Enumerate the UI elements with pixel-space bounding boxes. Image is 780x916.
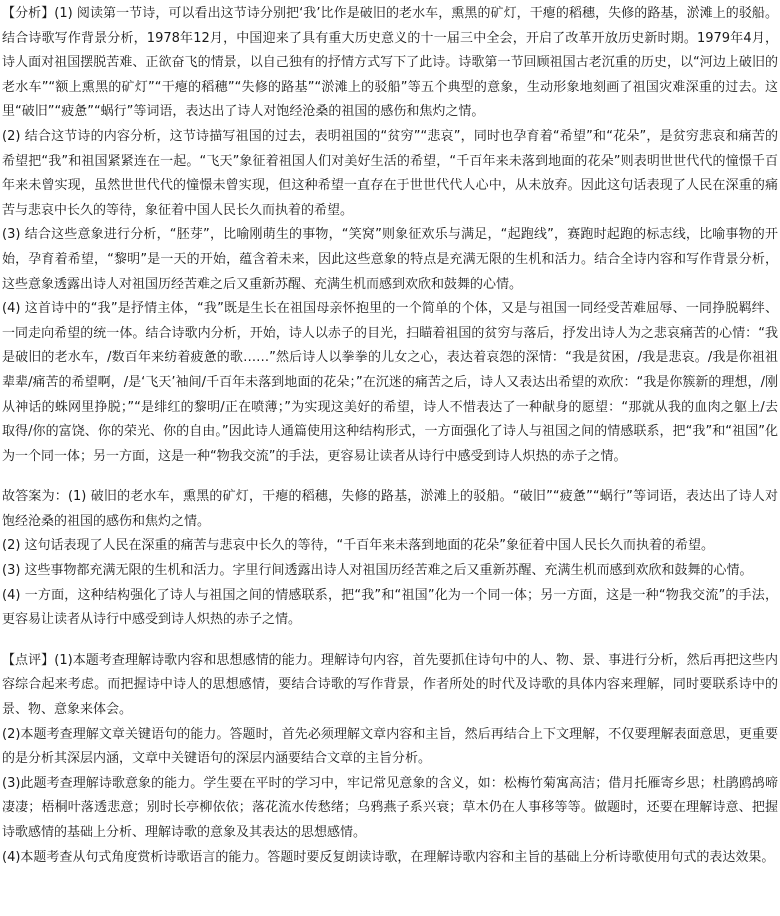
comment-paragraph-2: (2)本题考查理解文章关键语句的能力。答题时，首先必须理解文章内容和主旨，然后再结合上下文理解，不仅要理解表面意思，更重要的是分析其深层内涵，文章中关键语句的深层内涵要结合文章的主旨分析。: [2, 726, 778, 767]
analysis-paragraph-1: 【分析】(1) 阅读第一节诗，可以看出这节诗分别把‘我’比作是破旧的老水车，熏黑的矿灯，干瘪的稻穗，失修的路基，淤滩上的驳船。结合诗歌写作背景分析，1978年12月，中国迎来了具有重大历史意义的十一届三中全会，开启了改革开放历史新时期。1979年4月，诗人面对祖国摆脱苦难、正欲奋飞的情景，以自己独有的抒情方式写下了此诗。诗歌第一节回顾祖国古老沉重的历史，以“河边上破旧的老水车”“额上熏黑的矿灯”“干瘪的稻穗”“失修的路基”“淤滩上的驳船”等五个典型的意象，生动形象地刻画了祖国灾难深重的过去。这里“破旧”“疲惫”“蜗行”等词语，表达出了诗人对饱经沧桑的祖国的感伤和焦灼之情。: [2, 6, 778, 120]
comment-paragraph-3: (3)此题考查理解诗歌意象的能力。学生要在平时的学习中，牢记常见意象的含义，如：松梅竹菊寓高洁；借月托雁寄乡思；杜鹃鸥鸪啼凄凄；梧桐叶落透悲意；别时长亭柳依依；落花流水传愁绪；乌鸦燕子系兴衰；草木仍在人事移等等。做题时，还要在理解诗意、把握诗歌感情的基础上分析、理解诗歌的意象及其表达的思想感情。: [2, 775, 778, 840]
answer-paragraph-1: 故答案为：(1) 破旧的老水车，熏黑的矿灯，干瘪的稻穗，失修的路基，淤滩上的驳船。“破旧”“疲惫”“蜗行”等词语，表达出了诗人对饱经沧桑的祖国的感伤和焦灼之情。: [2, 489, 778, 529]
analysis-paragraph-2: (2) 结合这节诗的内容分析，这节诗描写祖国的过去，表明祖国的“贫穷”“悲哀”，同时也孕育着“希望”和“花朵”，是贫穷悲哀和痛苦的希望把“我”和祖国紧紧连在一起。“飞天”象征着祖国人们对美好生活的希望，“千百年来未落到地面的花朵”则表明世世代代的憧憬千百年来未曾实现，虽然世世代代的憧憬未曾实现，但这种希望一直存在于世世代代人心中，从未放弃。因此这句话表现了人民在深重的痛苦与悲哀中长久的等待，象征着中国人民长久而执着的希望。: [2, 128, 778, 218]
answer-paragraph-2: (2) 这句话表现了人民在深重的痛苦与悲哀中长久的等待，“千百年来未落到地面的花朵”象征着中国人民长久而执着的希望。: [2, 538, 715, 554]
comment-paragraph-4: (4)本题考查从句式角度赏析诗歌语言的能力。答题时要反复朗读诗歌，在理解诗歌内容和主旨的基础上分析诗歌使用句式的表达效果。: [2, 849, 775, 865]
answer-paragraph-4: (4) 一方面，这种结构强化了诗人与祖国之间的情感联系，把“我”和“祖国”化为一个同一体；另一方面，这是一种“物我交流”的手法，更容易让读者从诗行中感受到诗人炽热的赤子之情。: [2, 587, 778, 628]
document-page: [0, 2, 780, 870]
analysis-section: [2, 2, 778, 469]
comment-paragraph-1: 【点评】(1)本题考查理解诗歌内容和思想感情的能力。理解诗句内容，首先要抓住诗句中的人、物、景、事进行分析，然后再把这些内容综合起来考虑。而把握诗中诗人的思想感情，要结合诗歌的写作背景，作者所处的时代及诗歌的具体内容来理解，同时要联系诗中的景、物、意象来体会。: [2, 652, 778, 718]
analysis-paragraph-4: (4) 这首诗中的“我”是抒情主体，“我”既是生长在祖国母亲怀抱里的一个简单的个体，又是与祖国一同经受苦难屈辱、一同挣脱羁绊、一同走向希望的统一体。结合诗歌内分析，开始，诗人以赤子的目光，扫瞄着祖国的贫穷与落后，抒发出诗人为之悲哀痛苦的心情：“我是破旧的老水车，/数百年来纺着疲惫的歌……”然后诗人以拳拳的儿女之心，表达着哀怨的深情：“我是贫困，/我是悲哀。/我是你祖祖辈辈/痛苦的希望啊，/是‘飞天’袖间/千百年未落到地面的花朵；”在沉迷的痛苦之后，诗人又表达出希望的欢欣：“我是你簇新的理想，/刚从神话的蛛网里挣脱；”“是绯红的黎明/正在喷薄；”为实现这美好的希望，诗人不惜表达了一种献身的愿望：“那就从我的血肉之躯上/去取得/你的富饶、你的荣光、你的自由。”因此诗人通篇使用这种结构形式，一方面强化了诗人与祖国之间的情感联系，把“我”和“祖国”化为一个同一体；另一方面，这是一种“物我交流”的手法，更容易让读者从诗行中感受到诗人炽热的赤子之情。: [2, 301, 778, 464]
answer-section: [2, 485, 778, 633]
comment-section: [2, 649, 778, 870]
section-divider: [2, 469, 778, 485]
answer-paragraph-3: (3) 这些事物都充满无限的生机和活力。字里行间透露出诗人对祖国历经苦难之后又重新苏醒、充满生机而感到欢欣和鼓舞的心情。: [2, 563, 753, 579]
section-divider: [2, 633, 778, 649]
analysis-paragraph-3: (3) 结合这些意象进行分析，“胚芽”，比喻刚萌生的事物，“笑窝”则象征欢乐与满足，“起跑线”，赛跑时起跑的标志线，比喻事物的开始，孕育着希望，“黎明”是一天的开始，蕴含着未来，因此这些意象的特点是充满无限的生机和活力。结合全诗内容和写作背景分析，这些意象透露出诗人对祖国历经苦难之后又重新苏醒、充满生机而感到欢欣和鼓舞的心情。: [2, 227, 778, 292]
